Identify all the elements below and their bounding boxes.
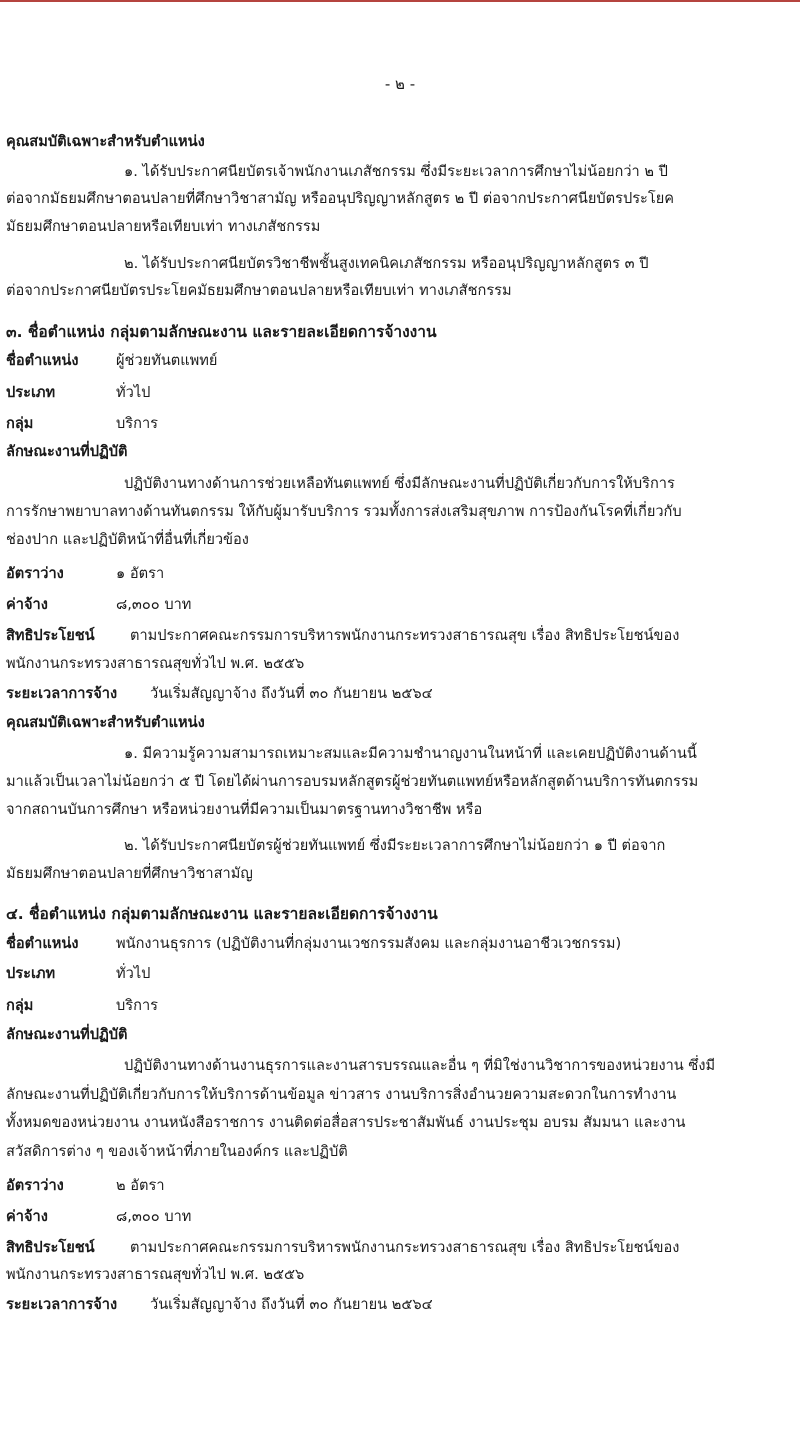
s3-vacancy-value: ๑ อัตรา (116, 565, 165, 582)
s4-type-row (6, 964, 150, 984)
s3-period-row (6, 684, 433, 704)
s4-benefit-label: สิทธิประโยชน์ (6, 1239, 95, 1256)
s2-qualification-2-line-2: ต่อจากประกาศนียบัตรประโยคมัธยมศึกษาตอนปลายหรือเทียบเท่า ทางเภสัชกรรม (6, 282, 512, 299)
s3-wage-row (6, 595, 191, 615)
s3-qualification-heading: คุณสมบัติเฉพาะสำหรับตำแหน่ง (6, 714, 205, 731)
s2-qualification-2-line-1: ๒. ได้รับประกาศนียบัตรวิชาชีพชั้นสูงเทคนิคเภสัชกรรม หรืออนุปริญญาหลักสูตร ๓ ปี (124, 255, 649, 272)
s4-duty-line-3: ทั้งหมดของหน่วยงาน งานหนังสือราชการ งานติดต่อสื่อสารประชาสัมพันธ์ งานประชุม อบรม สัมมนา และงาน (6, 1114, 686, 1131)
s3-period-label: ระยะเวลาการจ้าง (6, 685, 118, 702)
s3-duty-heading: ลักษณะงานที่ปฏิบัติ (6, 443, 128, 460)
s3-qualification-2-line-2: มัธยมศึกษาตอนปลายที่ศึกษาวิชาสามัญ (6, 865, 253, 882)
s4-duty-line-1: ปฏิบัติงานทางด้านงานธุรการและงานสารบรรณและอื่น ๆ ที่มิใช่งานวิชาการของหน่วยงาน ซึ่งมี (124, 1057, 716, 1074)
s3-type-label: ประเภท (6, 384, 56, 401)
s2-qualification-1-line-1: ๑. ได้รับประกาศนียบัตรเจ้าพนักงานเภสัชกรรม ซึ่งมีระยะเวลาการศึกษาไม่น้อยกว่า ๒ ปี (124, 163, 668, 180)
s4-period-label: ระยะเวลาการจ้าง (6, 1296, 118, 1313)
s3-position-name-value: ผู้ช่วยทันตแพทย์ (116, 352, 218, 369)
s3-heading: ๓. ชื่อตำแหน่ง กลุ่มตามลักษณะงาน และรายละเอียดการจ้างงาน (6, 323, 437, 341)
s3-qualification-2-line-1: ๒. ได้รับประกาศนียบัตรผู้ช่วยทันแพทย์ ซึ่งมีระยะเวลาการศึกษาไม่น้อยกว่า ๑ ปี ต่อจาก (124, 837, 666, 854)
s3-position-name-row (6, 351, 217, 371)
s4-wage-value: ๘,๓๐๐ บาท (116, 1208, 192, 1225)
s4-wage-row (6, 1207, 191, 1227)
s4-vacancy-row (6, 1176, 165, 1196)
s3-vacancy-row (6, 564, 164, 584)
s2-qualification-1-line-2: ต่อจากมัธยมศึกษาตอนปลายที่ศึกษาวิชาสามัญ หรืออนุปริญญาหลักสูตร ๒ ปี ต่อจากประกาศนียบัตรประโยค (6, 190, 675, 207)
s4-group-row (6, 996, 158, 1016)
s3-benefit-value: ตามประกาศคณะกรรมการบริหารพนักงานกระทรวงสาธารณสุข เรื่อง สิทธิประโยชน์ของ (130, 627, 680, 644)
s3-benefit-row (6, 626, 679, 646)
s3-group-label: กลุ่ม (6, 415, 34, 432)
s4-position-name-label: ชื่อตำแหน่ง (6, 935, 79, 952)
s2-qualification-heading: คุณสมบัติเฉพาะสำหรับตำแหน่ง (6, 133, 205, 150)
s4-group-label: กลุ่ม (6, 997, 34, 1014)
s3-duty-line-3: ช่องปาก และปฏิบัติหน้าที่อื่นที่เกี่ยวข้อง (6, 531, 249, 548)
s3-duty-line-1: ปฏิบัติงานทางด้านการช่วยเหลือทันตแพทย์ ซึ่งมีลักษณะงานที่ปฏิบัติเกี่ยวกับการให้บริการ (124, 475, 675, 492)
s4-type-value: ทั่วไป (116, 965, 151, 982)
s4-benefit-value: ตามประกาศคณะกรรมการบริหารพนักงานกระทรวงสาธารณสุข เรื่อง สิทธิประโยชน์ของ (130, 1239, 680, 1256)
s3-duty-line-2: การรักษาพยาบาลทางด้านทันตกรรม ให้กับผู้มารับบริการ รวมทั้งการส่งเสริมสุขภาพ การป้องกันโรคที่เกี่ยวกับ (6, 503, 682, 520)
s3-type-row (6, 383, 150, 403)
s4-position-name-row (6, 934, 621, 954)
page-number: - ๒ - (384, 75, 416, 93)
s3-position-name-label: ชื่อตำแหน่ง (6, 352, 79, 369)
s3-wage-value: ๘,๓๐๐ บาท (116, 596, 192, 613)
s4-group-value: บริการ (116, 997, 158, 1014)
s4-period-value: วันเริ่มสัญญาจ้าง ถึงวันที่ ๓๐ กันยายน ๒๕๖๔ (150, 1296, 433, 1313)
s3-wage-label: ค่าจ้าง (6, 596, 48, 613)
s3-period-value: วันเริ่มสัญญาจ้าง ถึงวันที่ ๓๐ กันยายน ๒๕๖๔ (150, 685, 433, 702)
s3-qualification-1-line-1: ๑. มีความรู้ความสามารถเหมาะสมและมีความชำนาญงานในหน้าที่ และเคยปฏิบัติงานด้านนี้ (124, 745, 697, 762)
s3-group-value: บริการ (116, 415, 158, 432)
s3-qualification-1-line-2: มาแล้วเป็นเวลาไม่น้อยกว่า ๕ ปี โดยได้ผ่านการอบรมหลักสูตรผู้ช่วยทันตแพทย์หรือหลักสูตด้านบริการทันตกรรม (6, 773, 699, 790)
s4-benefit-line-2: พนักงานกระทรวงสาธารณสุขทั่วไป พ.ศ. ๒๕๕๖ (6, 1266, 305, 1283)
s3-type-value: ทั่วไป (116, 384, 151, 401)
s3-group-row (6, 414, 158, 434)
s4-duty-line-2: ลักษณะงานที่ปฏิบัติเกี่ยวกับการให้บริการด้านข้อมูล ข่าวสาร งานบริการสิ่งอำนวยความสะดวกในการทำงาน (6, 1086, 677, 1103)
s4-heading: ๔. ชื่อตำแหน่ง กลุ่มตามลักษณะงาน และรายละเอียดการจ้างงาน (6, 905, 438, 923)
s4-type-label: ประเภท (6, 965, 56, 982)
s4-duty-line-4: สวัสดิการต่าง ๆ ของเจ้าหน้าที่ภายในองค์กร และปฏิบัติ (6, 1143, 348, 1160)
s4-position-name-value: พนักงานธุรการ (ปฏิบัติงานที่กลุ่มงานเวชกรรมสังคม และกลุ่มงานอาชีวเวชกรรม) (116, 935, 622, 952)
s3-benefit-line-2: พนักงานกระทรวงสาธารณสุขทั่วไป พ.ศ. ๒๕๕๖ (6, 655, 305, 672)
s4-vacancy-label: อัตราว่าง (6, 1177, 64, 1194)
s4-vacancy-value: ๒ อัตรา (116, 1177, 165, 1194)
s4-wage-label: ค่าจ้าง (6, 1208, 48, 1225)
s3-vacancy-label: อัตราว่าง (6, 565, 64, 582)
s2-qualification-1-line-3: มัธยมศึกษาตอนปลายหรือเทียบเท่า ทางเภสัชกรรม (6, 218, 321, 235)
s4-period-row (6, 1295, 433, 1315)
s3-qualification-1-line-3: จากสถานบันการศึกษา หรือหน่วยงานที่มีความเป็นมาตรฐานทางวิชาชีพ หรือ (6, 801, 483, 818)
s4-duty-heading: ลักษณะงานที่ปฏิบัติ (6, 1026, 128, 1043)
s4-benefit-row (6, 1238, 679, 1258)
s3-benefit-label: สิทธิประโยชน์ (6, 627, 95, 644)
